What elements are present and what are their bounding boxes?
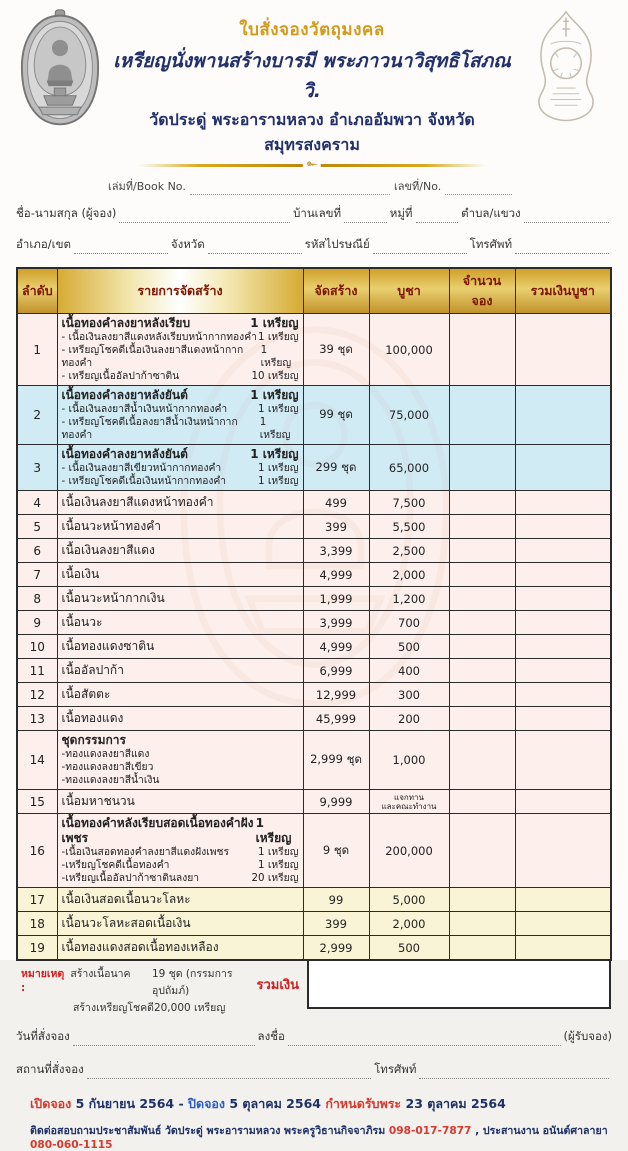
total-money-cell[interactable]	[515, 563, 611, 587]
order-place-label: สถานที่สั่งจอง	[16, 1062, 84, 1076]
row-number-cell: 11	[17, 659, 57, 683]
reserve-quantity-cell[interactable]	[449, 912, 515, 936]
item-sub-qty: 1 เหรียญ	[258, 475, 299, 487]
table-row	[17, 659, 611, 683]
item-sub-qty: 1 เหรียญ	[258, 462, 299, 474]
table-row	[17, 314, 611, 386]
table-row	[17, 563, 611, 587]
made-quantity-cell: 99 ชุด	[303, 386, 369, 445]
price-cell: 1,200	[369, 587, 449, 611]
row-number-cell: 14	[17, 731, 57, 790]
note-line-1	[21, 965, 256, 999]
row-number-cell: 18	[17, 912, 57, 936]
note-2-name: สร้างเหรียญโชคดี	[73, 1002, 154, 1014]
reserve-quantity-cell[interactable]	[449, 314, 515, 386]
price-cell: 300	[369, 683, 449, 707]
table-row	[17, 888, 611, 912]
price-small-note	[374, 793, 445, 811]
item-sub-qty: 1 เหรียญ	[260, 344, 292, 369]
table-row	[17, 814, 611, 888]
column-header-item: รายการจัดสร้าง	[57, 268, 303, 314]
table-row	[17, 386, 611, 445]
made-quantity-cell: 39 ชุด	[303, 314, 369, 386]
made-quantity-cell: 99	[303, 888, 369, 912]
no-label: เลขที่/No.	[394, 180, 442, 193]
moo-field[interactable]	[416, 209, 459, 223]
item-title-line	[62, 316, 299, 331]
order-date-label: วันที่สั่งจอง	[16, 1029, 70, 1043]
price-cell: 5,000	[369, 888, 449, 912]
item-sub-line	[62, 344, 299, 370]
price-cell: 100,000	[369, 314, 449, 386]
table-row	[17, 790, 611, 814]
item-cell: เนื้อทองแดงสอดเนื้อทองเหลือง	[57, 936, 303, 961]
footer-phone-field[interactable]	[419, 1065, 609, 1079]
item-title: ชุดกรรมการ	[61, 733, 126, 747]
tambon-field[interactable]	[524, 209, 609, 223]
note-total-row	[17, 961, 611, 1016]
total-money-cell[interactable]	[515, 611, 611, 635]
item-sub-line	[62, 872, 299, 885]
item-sub-line	[62, 774, 299, 787]
order-table-header	[17, 268, 611, 314]
contact-line	[0, 1114, 628, 1151]
table-row	[17, 445, 611, 491]
row-number-cell: 15	[17, 790, 57, 814]
made-quantity-cell: 3,399	[303, 539, 369, 563]
item-sub-qty: 1 เหรียญ	[258, 846, 299, 858]
item-cell: เนื้อนวะโลหะสอดเนื้อเงิน	[57, 912, 303, 936]
price-cell: 700	[369, 611, 449, 635]
item-sub-qty: 1 เหรียญ	[258, 403, 299, 415]
item-title-qty: 1 เหรียญ	[255, 816, 292, 845]
price-cell: 500	[369, 635, 449, 659]
form-line-2	[16, 236, 612, 254]
table-row	[17, 683, 611, 707]
made-quantity-cell: 399	[303, 515, 369, 539]
reserve-quantity-cell[interactable]	[449, 814, 515, 888]
item-cell: เนื้อทองแดง	[57, 707, 303, 731]
form-line-1	[16, 205, 612, 223]
name-label: ชื่อ-นามสกุล (ผู้จอง)	[16, 206, 117, 220]
row-number-cell: 4	[17, 491, 57, 515]
item-cell: เนื้ออัลปาก้า	[57, 659, 303, 683]
item-sub-text: -เหรียญเนื้ออัลปาก้าซาตินลงยา	[61, 872, 200, 884]
item-sub-qty: 1 เหรียญ	[258, 331, 299, 343]
price-cell: 500	[369, 936, 449, 961]
table-row	[17, 515, 611, 539]
price-cell: 2,500	[369, 539, 449, 563]
item-sub-text: -ทองแดงลงยาสีน้ำเงิน	[61, 774, 160, 786]
row-number-cell: 17	[17, 888, 57, 912]
province-field[interactable]	[208, 240, 302, 254]
book-number-row	[108, 177, 516, 195]
total-amount-box[interactable]	[307, 959, 611, 1009]
row-number-cell: 2	[17, 386, 57, 445]
text-segment: , ประสานงาน อนันต์ศาลายา	[471, 1125, 608, 1137]
table-row	[17, 936, 611, 961]
price-cell: 5,500	[369, 515, 449, 539]
total-money-cell[interactable]	[515, 790, 611, 814]
price-cell: 200,000	[369, 814, 449, 888]
table-row	[17, 731, 611, 790]
price-cell: 400	[369, 659, 449, 683]
made-quantity-cell: 12,999	[303, 683, 369, 707]
total-money-cell[interactable]	[515, 888, 611, 912]
note-block	[17, 961, 256, 1016]
table-row	[17, 611, 611, 635]
item-sub-text: - เหรียญเนื้ออัลปาก้าซาติน	[61, 370, 180, 382]
item-sub-line	[62, 475, 299, 488]
item-cell: เนื้อเงินสอดเนื้อนวะโลหะ	[57, 888, 303, 912]
total-money-cell[interactable]	[515, 587, 611, 611]
note-2-value: 20,000 เหรียญ	[153, 1002, 226, 1014]
made-quantity-cell: 9 ชุด	[303, 814, 369, 888]
table-row	[17, 587, 611, 611]
item-sub-qty: 1 เหรียญ	[258, 859, 299, 871]
item-sub-line	[62, 403, 299, 416]
text-segment: 5 ตุลาคม 2564	[225, 1096, 326, 1111]
made-quantity-cell: 4,999	[303, 635, 369, 659]
reserve-quantity-cell[interactable]	[449, 611, 515, 635]
column-header-no: ลำดับ	[17, 268, 57, 314]
text-segment: 23 ตุลาคม 2564	[401, 1096, 506, 1111]
reserve-quantity-cell[interactable]	[449, 386, 515, 445]
total-money-cell[interactable]	[515, 635, 611, 659]
total-money-cell[interactable]	[515, 386, 611, 445]
item-title-qty: 1 เหรียญ	[250, 388, 299, 402]
signature-area	[0, 1016, 628, 1079]
item-cell: เนื้อเงินลงยาสีแดงหน้าทองคำ	[57, 491, 303, 515]
divider-ornament: ๛	[303, 156, 321, 170]
item-sub-line	[62, 748, 299, 761]
sign-line-1	[16, 1028, 612, 1046]
note-1-value: 19 ชุด (กรรมการอุปถัมภ์)	[151, 968, 233, 997]
temple-line: วัดประดู่ พระอารามหลวง อำเภออัมพวา จังหวัดสมุทรสงคราม	[149, 110, 475, 154]
column-header-price: บูชา	[369, 268, 449, 314]
item-cell: เนื้อทองแดงซาติน	[57, 635, 303, 659]
total-money-cell[interactable]	[515, 314, 611, 386]
total-money-cell[interactable]	[515, 491, 611, 515]
item-sub-qty: 20 เหรียญ	[251, 872, 299, 884]
row-number-cell: 9	[17, 611, 57, 635]
province-label: จังหวัด	[170, 237, 205, 251]
book-no-field[interactable]	[190, 182, 390, 195]
item-sub-line	[62, 370, 299, 383]
made-quantity-cell: 9,999	[303, 790, 369, 814]
no-field[interactable]	[445, 182, 512, 195]
item-sub-text: - เหรียญโชคดีเนื้อเงินลงยาสีแดงหน้ากากทองคำ	[61, 344, 244, 369]
item-cell: เนื้อนวะหน้ากากเงิน	[57, 587, 303, 611]
made-quantity-cell: 6,999	[303, 659, 369, 683]
item-sub-text: - เนื้อเงินลงยาสีเขียวหน้ากากทองคำ	[61, 462, 222, 474]
temple-seal-image	[516, 8, 616, 130]
reserve-quantity-cell[interactable]	[449, 563, 515, 587]
item-title-line	[62, 447, 299, 462]
item-cell: เนื้อสัตตะ	[57, 683, 303, 707]
postcode-field[interactable]	[373, 240, 467, 254]
sign-line-2	[16, 1061, 612, 1079]
item-sub-text: - เหรียญโชคดีเนื้อเงินหน้ากากทองคำ	[61, 475, 227, 487]
table-row	[17, 491, 611, 515]
text-segment: เปิดจอง	[30, 1096, 72, 1111]
header	[0, 0, 628, 195]
text-segment: 5 กันยายน 2564 -	[71, 1096, 189, 1111]
total-amount-label: รวมเงิน	[256, 978, 299, 993]
applicant-form	[0, 195, 628, 254]
text-segment: กำหนดรับพระ	[325, 1096, 402, 1111]
total-money-cell[interactable]	[515, 539, 611, 563]
item-sub-line	[62, 846, 299, 859]
item-sub-qty: 10 เหรียญ	[251, 370, 299, 382]
reserve-quantity-cell[interactable]	[449, 659, 515, 683]
total-money-cell[interactable]	[515, 936, 611, 961]
reserve-quantity-cell[interactable]	[449, 936, 515, 961]
book-no-label: เล่มที่/Book No.	[108, 180, 186, 193]
order-table-body	[17, 314, 611, 961]
total-money-cell[interactable]	[515, 707, 611, 731]
row-number-cell: 19	[17, 936, 57, 961]
made-quantity-cell: 2,999 ชุด	[303, 731, 369, 790]
postcode-label: รหัสไปรษณีย์	[304, 237, 370, 251]
total-money-cell[interactable]	[515, 659, 611, 683]
booking-dates-line	[0, 1094, 628, 1114]
text-segment: 098-017-7877	[388, 1125, 472, 1137]
phone-field[interactable]	[515, 240, 609, 254]
item-sub-text: -เนื้อเงินสอดทองคำลงยาสีแดงฝังเพชร	[61, 846, 230, 858]
reserve-quantity-cell[interactable]	[449, 539, 515, 563]
made-quantity-cell: 4,999	[303, 563, 369, 587]
note-label: หมายเหตุ :	[21, 968, 65, 994]
text-segment: 080-060-1115	[30, 1139, 113, 1151]
item-sub-qty: 1 เหรียญ	[259, 416, 291, 441]
note-1-name: สร้างเนื้อนาค	[70, 968, 131, 980]
item-cell	[57, 314, 303, 386]
total-money-cell[interactable]	[515, 683, 611, 707]
reserve-quantity-cell[interactable]	[449, 707, 515, 731]
row-number-cell: 8	[17, 587, 57, 611]
item-title-qty: 1 เหรียญ	[250, 447, 299, 461]
name-field[interactable]	[119, 209, 290, 223]
made-quantity-cell: 299 ชุด	[303, 445, 369, 491]
amulet-subtitle: เหรียญนั่งพานสร้างบารมี พระภาวนาวิสุทธิโสภณ วิ.	[113, 50, 511, 102]
note-line-2	[73, 999, 256, 1016]
item-sub-line	[62, 859, 299, 872]
row-number-cell: 6	[17, 539, 57, 563]
row-number-cell: 16	[17, 814, 57, 888]
receiver-label: (ผู้รับจอง)	[563, 1029, 612, 1043]
table-row	[17, 635, 611, 659]
total-money-cell[interactable]	[515, 731, 611, 790]
item-title: เนื้อทองคำลงยาหลังยันต์	[61, 447, 188, 461]
reserve-quantity-cell[interactable]	[449, 515, 515, 539]
table-row	[17, 539, 611, 563]
signature-field[interactable]	[288, 1032, 561, 1046]
made-quantity-cell: 45,999	[303, 707, 369, 731]
price-cell: 7,500	[369, 491, 449, 515]
total-money-cell[interactable]	[515, 515, 611, 539]
table-row	[17, 707, 611, 731]
reserve-quantity-cell[interactable]	[449, 683, 515, 707]
column-header-made: จัดสร้าง	[303, 268, 369, 314]
price-cell: 1,000	[369, 731, 449, 790]
price-cell	[369, 790, 449, 814]
row-number-cell: 5	[17, 515, 57, 539]
amulet-coin-image	[12, 8, 108, 130]
order-date-field[interactable]	[73, 1032, 255, 1046]
item-sub-text: - เหรียญโชคดีเนื้อลงยาสีน้ำเงินหน้ากากทองคำ	[61, 416, 238, 441]
item-sub-text: - เนื้อเงินลงยาสีน้ำเงินหน้ากากทองคำ	[61, 403, 228, 415]
row-number-cell: 3	[17, 445, 57, 491]
item-title-line	[62, 816, 299, 846]
price-cell: 2,000	[369, 912, 449, 936]
reserve-quantity-cell[interactable]	[449, 635, 515, 659]
column-header-reserve: จำนวนจอง	[449, 268, 515, 314]
order-place-field[interactable]	[87, 1065, 371, 1079]
item-sub-text: - เนื้อเงินลงยาสีแดงหลังเรียบหน้ากากทองคำ	[61, 331, 257, 343]
reserve-quantity-cell[interactable]	[449, 731, 515, 790]
made-quantity-cell: 1,999	[303, 587, 369, 611]
made-quantity-cell: 3,999	[303, 611, 369, 635]
price-small-line: แจกทาน	[394, 792, 424, 802]
item-cell: เนื้อเงินลงยาสีแดง	[57, 539, 303, 563]
made-quantity-cell: 499	[303, 491, 369, 515]
amphoe-label: อำเภอ/เขต	[16, 237, 71, 251]
item-sub-text: -ทองแดงลงยาสีแดง	[61, 748, 150, 760]
column-header-total: รวมเงินบูชา	[515, 268, 611, 314]
row-number-cell: 10	[17, 635, 57, 659]
made-quantity-cell: 399	[303, 912, 369, 936]
item-cell	[57, 386, 303, 445]
reserve-quantity-cell[interactable]	[449, 790, 515, 814]
footer-phone-label: โทรศัพท์	[374, 1062, 417, 1076]
text-segment: ปิดจอง	[188, 1096, 226, 1111]
row-number-cell: 7	[17, 563, 57, 587]
item-cell	[57, 814, 303, 888]
total-money-cell[interactable]	[515, 814, 611, 888]
item-sub-line	[62, 331, 299, 344]
row-number-cell: 1	[17, 314, 57, 386]
price-cell: 200	[369, 707, 449, 731]
reserve-quantity-cell[interactable]	[449, 445, 515, 491]
total-money-cell[interactable]	[515, 912, 611, 936]
gold-divider	[138, 159, 486, 169]
item-sub-text: -เหรียญโชคดีเนื้อทองคำ	[61, 859, 170, 871]
item-sub-text: -ทองแดงลงยาสีเขียว	[61, 761, 154, 773]
item-cell	[57, 445, 303, 491]
header-titles	[108, 8, 516, 195]
item-cell: เนื้อเงิน	[57, 563, 303, 587]
item-title: เนื้อทองคำลงยาหลังยันต์	[61, 388, 188, 402]
item-cell: เนื้อนวะ	[57, 611, 303, 635]
price-cell: 65,000	[369, 445, 449, 491]
item-title: เนื้อทองคำลงยาหลังเรียบ	[61, 316, 191, 330]
page-title: ใบสั่งจองวัตถุมงคล	[239, 20, 385, 40]
moo-label: หมู่ที่	[389, 206, 413, 220]
price-cell: 75,000	[369, 386, 449, 445]
item-sub-line	[62, 462, 299, 475]
row-number-cell: 12	[17, 683, 57, 707]
tambon-label: ตำบล/แขวง	[461, 206, 521, 220]
item-title-line	[62, 733, 299, 748]
house-label: บ้านเลขที่	[293, 206, 342, 220]
total-money-cell[interactable]	[515, 445, 611, 491]
phone-label: โทรศัพท์	[469, 237, 513, 251]
order-table	[16, 267, 612, 961]
price-small-line: และคณะทำงาน	[381, 801, 437, 811]
row-number-cell: 13	[17, 707, 57, 731]
item-sub-line	[62, 761, 299, 774]
reserve-quantity-cell[interactable]	[449, 888, 515, 912]
reserve-quantity-cell[interactable]	[449, 587, 515, 611]
sign-label: ลงชื่อ	[257, 1029, 285, 1043]
item-cell: เนื้อนวะหน้าทองคำ	[57, 515, 303, 539]
item-title-line	[62, 388, 299, 403]
text-segment: ติดต่อสอบถามประชาสัมพันธ์ วัดประดู่ พระอารามหลวง พระครูวิธานกิจจาภิรม	[30, 1125, 389, 1137]
reserve-quantity-cell[interactable]	[449, 491, 515, 515]
item-title: เนื้อทองคำหลังเรียบสอดเนื้อทองคำฝังเพชร	[61, 816, 254, 845]
item-cell	[57, 731, 303, 790]
table-row	[17, 912, 611, 936]
made-quantity-cell: 2,999	[303, 936, 369, 961]
item-cell: เนื้อมหาชนวน	[57, 790, 303, 814]
item-sub-line	[62, 416, 299, 442]
item-title-qty: 1 เหรียญ	[250, 316, 299, 330]
amphoe-field[interactable]	[74, 240, 168, 254]
house-field[interactable]	[344, 209, 387, 223]
price-cell: 2,000	[369, 563, 449, 587]
